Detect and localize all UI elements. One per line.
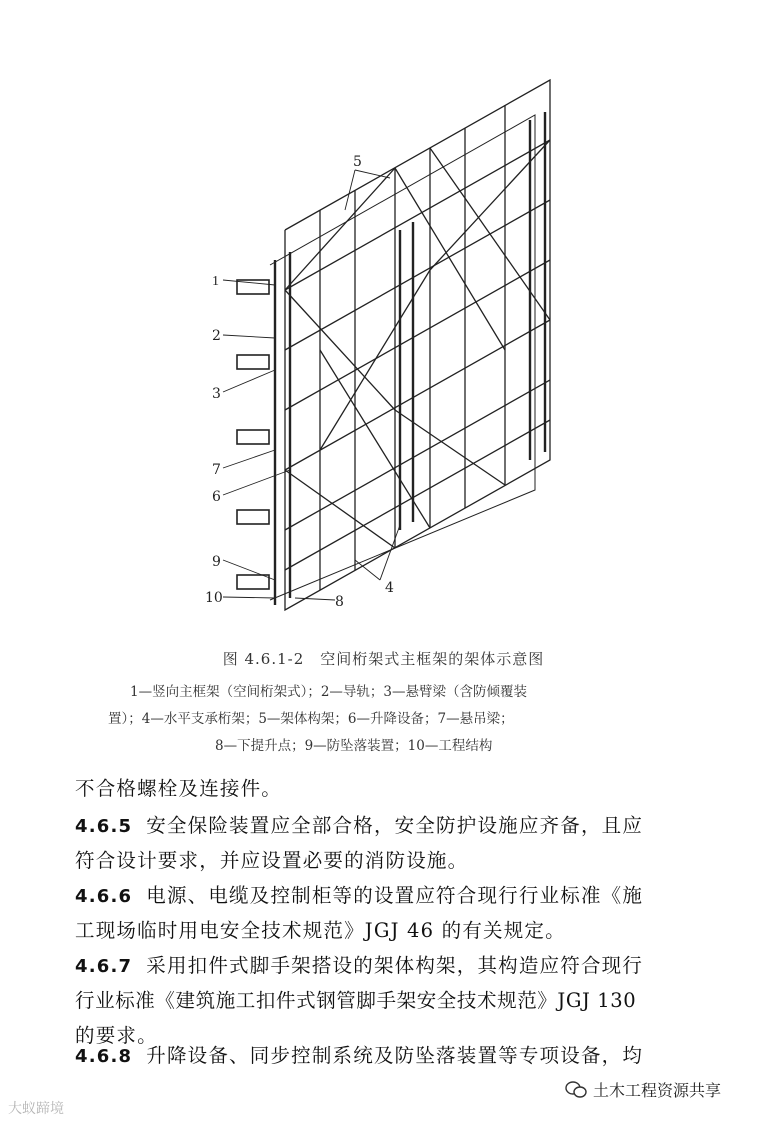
body-line-7 <box>75 985 636 1013</box>
scaffold-drawing <box>195 70 595 615</box>
figure-legend-line-3: 8—下提升点；9—防坠落装置；10—工程结构 <box>215 738 493 754</box>
figure-legend-line-1: 1—竖向主框架（空间桁架式）；2—导轨；3—悬臂梁（含防倾覆装 <box>130 684 528 700</box>
watermark-right <box>565 1078 721 1101</box>
callout-1: 1 <box>212 274 219 289</box>
clause-number: 4.6.6 <box>75 886 133 907</box>
callout-7: 7 <box>212 462 221 478</box>
watermark-left: 大蚁蹄境 <box>8 1101 64 1117</box>
callout-5: 5 <box>353 154 362 170</box>
callout-4: 4 <box>385 580 394 596</box>
line-text: 工现场临时用电安全技术规范》JGJ 46 的有关规定。 <box>75 919 566 942</box>
body-line-5 <box>75 915 566 943</box>
figure-caption-title: 图 4.6.1-2 空间桁架式主框架的架体示意图 <box>222 650 545 668</box>
clause-4-6-7 <box>75 950 643 978</box>
figure-legend-line-2: 置）；4—水平支承桁架；5—架体构架；6—升降设备；7—悬吊梁； <box>108 711 514 727</box>
clause-4-6-6 <box>75 880 643 908</box>
callout-9: 9 <box>212 554 221 570</box>
line-text: 电源、电缆及控制柜等的设置应符合现行行业标准《施 <box>146 884 644 907</box>
callout-10: 10 <box>205 590 223 606</box>
body-line-1 <box>75 773 282 801</box>
clause-number: 4.6.5 <box>75 816 133 837</box>
line-text: 不合格螺栓及连接件。 <box>75 777 283 800</box>
callout-2: 2 <box>212 328 221 344</box>
callout-8: 8 <box>335 594 344 610</box>
callout-3: 3 <box>212 386 221 402</box>
line-text: 采用扣件式脚手架搭设的架体构架，其构造应符合现行 <box>146 954 644 977</box>
clause-4-6-5 <box>75 810 643 838</box>
clause-number: 4.6.7 <box>75 956 133 977</box>
line-text: 行业标准《建筑施工扣件式钢管脚手架安全技术规范》JGJ 130 <box>75 989 637 1012</box>
frame-lines <box>223 80 550 610</box>
scaffold-figure <box>195 70 595 615</box>
clause-4-6-8 <box>75 1040 643 1068</box>
callout-6: 6 <box>212 489 221 505</box>
line-text: 安全保险装置应全部合格，安全防护设施应齐备，且应 <box>146 814 644 837</box>
wechat-icon <box>565 1081 587 1099</box>
watermark-right-text: 土木工程资源共享 <box>593 1081 722 1100</box>
line-text: 符合设计要求，并应设置必要的消防设施。 <box>75 849 469 872</box>
clause-number: 4.6.8 <box>75 1046 133 1067</box>
line-text: 升降设备、同步控制系统及防坠落装置等专项设备，均 <box>146 1044 644 1067</box>
line-text: 的要求。 <box>75 1024 158 1047</box>
body-line-3 <box>75 845 468 873</box>
